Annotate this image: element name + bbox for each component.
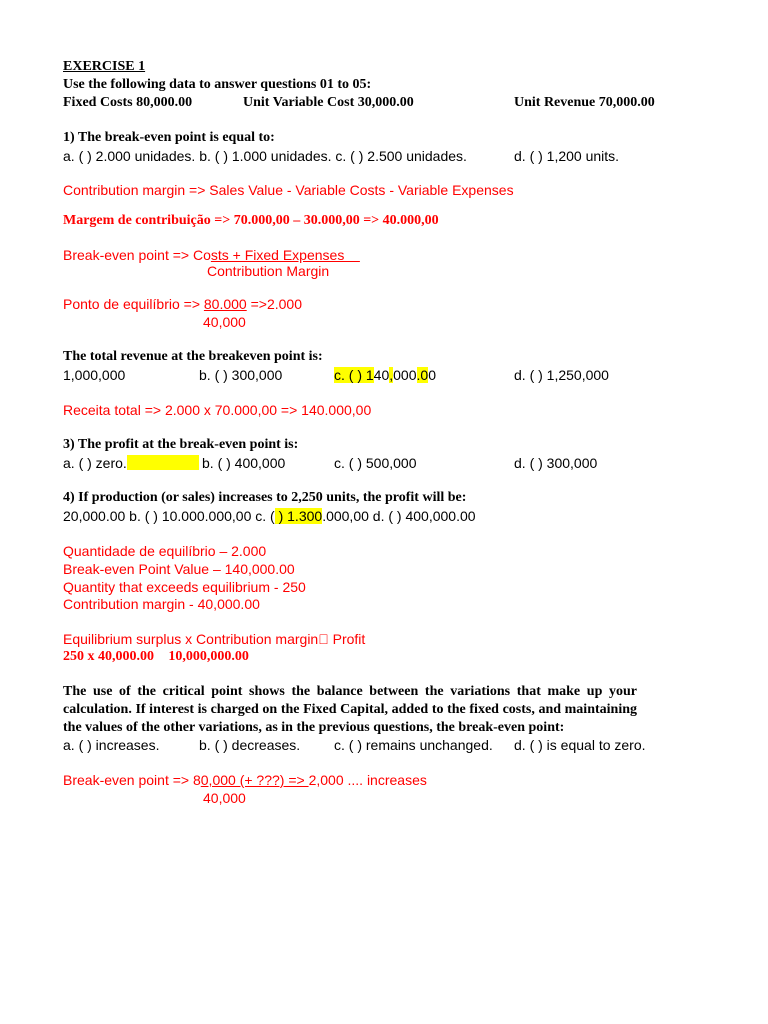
- bep-prefix: Break-even point => Co: [63, 247, 211, 263]
- pe-result: =>2.000: [246, 296, 302, 312]
- q2-option-c-highlight-3: .0: [416, 367, 429, 383]
- q4-answer-line-4: Contribution margin - 40,000.00: [63, 596, 260, 612]
- q2-option-c-highlight-2: ,: [389, 367, 394, 383]
- q1-options-abc: a. ( ) 2.000 unidades. b. ( ) 1.000 unidades. c. ( ) 2.500 unidades.: [63, 148, 467, 164]
- pe-denominator: 40,000: [203, 314, 246, 330]
- given-fixed-costs: Fixed Costs 80,000.00: [63, 95, 193, 110]
- q5-option-d: d. ( ) is equal to zero.: [514, 737, 646, 753]
- q5-option-b: b. ( ) decreases.: [199, 737, 301, 753]
- q4-answer-line-2: Break-even Point Value – 140,000.00: [63, 561, 295, 577]
- cm-formula: Contribution margin => Sales Value - Variable Costs - Variable Expenses: [63, 182, 514, 198]
- bep-numerator: sts + Fixed Expenses: [210, 247, 360, 263]
- pe-prefix: Ponto de equilíbrio =>: [63, 296, 204, 312]
- q5-option-c: c. ( ) remains unchanged.: [334, 737, 493, 753]
- bep-denominator: Contribution Margin: [207, 263, 330, 279]
- q4-options: [63, 507, 476, 525]
- given-unit-revenue: Unit Revenue 70,000.00: [514, 95, 655, 110]
- intro-text: Use the following data to answer questions 01 to 05:: [63, 77, 372, 92]
- q3-option-c: c. ( ) 500,000: [334, 455, 417, 471]
- q4-answer-line-1: Quantidade de equilíbrio – 2.000: [63, 543, 267, 559]
- q5-answer: [63, 771, 427, 789]
- q3-option-b: b. ( ) 400,000: [202, 455, 286, 471]
- q2-option-c-text-2: 000: [393, 367, 417, 383]
- cm-calculation: Margem de contribuição => 70.000,00 – 30.000,00 => 40.000,00: [63, 213, 439, 228]
- q3-option-a: a. ( ) zero.: [63, 455, 127, 471]
- q2-option-c-highlight-1: c. ( ) 1: [334, 367, 374, 383]
- q4-options-text-1: 20,000.00 b. ( ) 10.000.000,00 c. (: [63, 508, 275, 524]
- q2-option-a: 1,000,000: [63, 367, 126, 383]
- q2-option-c-text-3: 0: [428, 367, 436, 383]
- q3-highlight-block: [127, 455, 199, 470]
- q4-answer-formula: Equilibrium surplus x Contribution margin Profit: [63, 631, 359, 647]
- q3-question: 3) The profit at the break-even point is:: [63, 437, 299, 452]
- q2-option-d: d. ( ) 1,250,000: [514, 367, 609, 383]
- q2-option-b: b. ( ) 300,000: [199, 367, 283, 383]
- q5-option-a: a. ( ) increases.: [63, 737, 160, 753]
- q5-answer-suffix: 2,000 .... increases: [308, 772, 427, 788]
- exercise-title: EXERCISE 1: [63, 59, 146, 74]
- q4-options-highlight: ) 1.300: [274, 508, 323, 524]
- given-unit-variable-cost: Unit Variable Cost 30,000.00: [243, 95, 414, 110]
- q5-paragraph: The use of the critical point shows the balance between the variations that make up your calculation. If interest is charged on the Fixed Capital, added to the fixed costs, and maintaining the values of the other variations, as in the previous questions, the break-even point:: [63, 684, 637, 735]
- q4-answer-line-3: Quantity that exceeds equilibrium - 250: [63, 579, 306, 595]
- q1-option-d: d. ( ) 1,200 units.: [514, 148, 620, 164]
- q2-option-c-text-1: 40: [373, 367, 390, 383]
- q2-answer: Receita total => 2.000 x 70.000,00 => 140.000,00: [63, 402, 372, 418]
- q4-question: 4) If production (or sales) increases to 2,250 units, the profit will be:: [63, 490, 467, 505]
- q1-question: 1) The break-even point is equal to:: [63, 130, 275, 145]
- q5-answer-prefix: Break-even point => 8: [63, 772, 201, 788]
- q2-question: The total revenue at the breakeven point is:: [63, 349, 323, 364]
- pe-formula: [63, 295, 302, 313]
- q3-option-d: d. ( ) 300,000: [514, 455, 598, 471]
- q2-option-c: [334, 366, 436, 384]
- pe-numerator: 80.000: [203, 296, 247, 312]
- q4-options-text-2: .000,00 d. ( ) 400,000.00: [322, 508, 476, 524]
- q4-answer-calc: 250 x 40,000.00 10,000,000.00: [63, 649, 242, 664]
- q5-answer-numerator: 0,000 (+ ???) =>: [200, 772, 309, 788]
- q5-answer-denominator: 40,000: [203, 790, 246, 806]
